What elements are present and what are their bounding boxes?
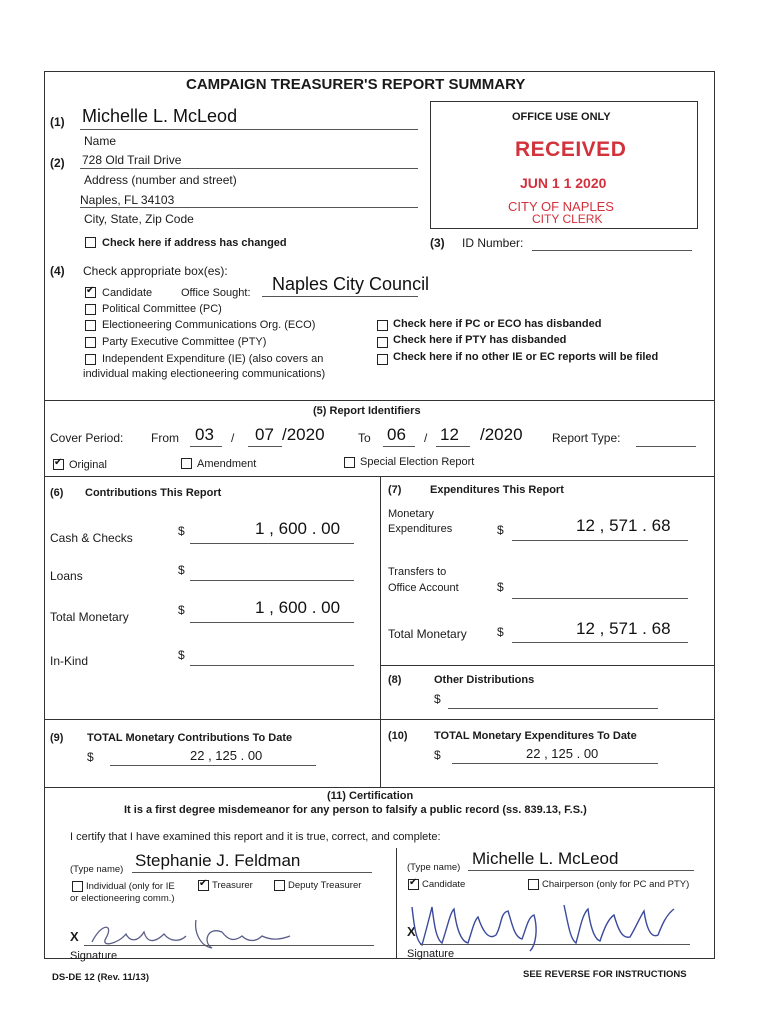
individual-checkbox[interactable] [72,881,83,892]
disband-pc-checkbox[interactable] [377,320,388,331]
received-date-stamp: JUN 1 1 2020 [520,175,607,191]
to-month: 06 [387,425,406,444]
disband-pty-checkbox[interactable] [377,337,388,348]
report-identifiers-title: (5) Report Identifiers [313,405,421,417]
total-expenditures-value: 12 , 571 . 68 [576,619,671,638]
treasurer-name-line [132,872,372,873]
disband-pty-label: Check here if PTY has disbanded [393,334,567,346]
candidate-name-value: Michelle L. McLeod [82,106,238,126]
from-slash: / [231,431,235,445]
treasurer-name-value: Stephanie J. Feldman [135,851,301,870]
divider-vertical-signatures [396,848,397,959]
divider-section-11 [44,787,715,788]
eco-label: Electioneering Communications Org. (ECO) [102,319,316,331]
candidate-x-mark: X [407,924,416,939]
to-day: 12 [440,425,459,444]
from-day-line [248,446,282,447]
candidate-sign-checkbox[interactable] [408,879,419,890]
ie-checkbox[interactable] [85,354,96,365]
cash-checks-value: 1 , 600 . 00 [255,519,341,538]
candidate-signature-label: Signature [407,948,455,960]
to-label: To [358,431,371,445]
from-month: 03 [195,425,214,444]
amendment-label: Amendment [197,458,257,470]
candidate-name-sign-value: Michelle L. McLeod [472,849,619,868]
candidate-name-sign-line [468,870,694,871]
ie-label-line2: individual making electioneering communications) [83,368,326,380]
id-number-label: ID Number: [462,236,524,250]
expenditures-to-date-dollar: $ [434,748,441,762]
certification-warning: It is a first degree misdemeanor for any person to falsify a public record (ss. 839.13, F.S.) [124,804,587,816]
office-sought-line [262,296,418,297]
office-sought-value: Naples City Council [272,274,430,294]
from-day: 07 [255,425,274,444]
candidate-sign-label: Candidate [422,879,466,890]
treasurer-signature-line [84,945,374,946]
total-contributions-label: Total Monetary [50,610,129,624]
total-expenditures-to-date-value: 22 , 125 . 00 [526,746,599,761]
total-expenditures-line [512,642,688,643]
name-label: Name [84,134,117,148]
name-line [80,129,418,130]
chairperson-label: Chairperson (only for PC and PTY) [542,879,690,890]
special-election-label: Special Election Report [360,456,475,468]
total-contributions-line [190,622,354,623]
section-8-number: (8) [388,674,402,686]
section-2-number: (2) [50,156,65,170]
transfers-label-line2: Office Account [388,582,459,594]
certify-statement: I certify that I have examined this report and it is true, correct, and complete: [70,831,441,843]
address-changed-label: Check here if address has changed [102,237,287,249]
expenditures-title: Expenditures This Report [430,484,564,496]
divider-section-5 [44,400,715,401]
section-4-number: (4) [50,264,65,278]
original-label: Original [69,459,107,471]
special-election-checkbox[interactable] [344,457,355,468]
no-other-reports-checkbox[interactable] [377,354,388,365]
individual-label-line1: Individual (only for IE [86,881,175,892]
eco-checkbox[interactable] [85,320,96,331]
candidate-signature [404,895,694,955]
ie-label-line1: Independent Expenditure (IE) (also covers an [102,353,324,365]
other-distributions-dollar: $ [434,692,441,706]
total-contributions-value: 1 , 600 . 00 [255,598,341,617]
monetary-label-line2: Expenditures [388,523,453,535]
reverse-instructions: SEE REVERSE FOR INSTRUCTIONS [523,969,687,980]
loans-line [190,580,354,581]
city-value: Naples, FL 34103 [80,193,175,207]
chairperson-checkbox[interactable] [528,879,539,890]
received-stamp: RECEIVED [515,138,627,161]
from-year: /2020 [282,425,325,444]
total-contributions-to-date-value: 22 , 125 . 00 [190,748,263,763]
pc-label: Political Committee (PC) [102,303,222,315]
candidate-checkbox[interactable] [85,287,96,298]
treasurer-checkbox[interactable] [198,880,209,891]
amendment-checkbox[interactable] [181,458,192,469]
from-month-line [190,446,222,447]
cash-dollar: $ [178,524,185,538]
pty-checkbox[interactable] [85,337,96,348]
pc-checkbox[interactable] [85,304,96,315]
monetary-expenditures-value: 12 , 571 . 68 [576,516,671,535]
individual-label-line2: or electioneering comm.) [70,893,175,904]
transfers-label-line1: Transfers to [388,566,447,578]
in-kind-dollar: $ [178,648,185,662]
divider-vertical-6-7 [380,476,381,787]
divider-section-9-10 [44,719,715,720]
original-checkbox[interactable] [53,459,64,470]
treasurer-type-name-label: (Type name) [70,864,124,875]
street-value: 728 Old Trail Drive [82,153,182,167]
disband-pc-label: Check here if PC or ECO has disbanded [393,318,602,330]
in-kind-label: In-Kind [50,654,89,668]
to-day-line [436,446,470,447]
section-6-number: (6) [50,487,64,499]
section-7-number: (7) [388,484,402,496]
treasurer-signature-label: Signature [70,950,118,962]
form-title: CAMPAIGN TREASURER'S REPORT SUMMARY [186,76,526,93]
section-3-number: (3) [430,236,445,250]
loans-dollar: $ [178,563,185,577]
pty-label: Party Executive Committee (PTY) [102,336,267,348]
to-month-line [383,446,415,447]
city-stamp: CITY OF NAPLES [508,199,614,214]
id-number-line [532,250,692,251]
street-line [80,168,418,169]
total-expenditures-label: Total Monetary [388,627,467,641]
treasurer-x-mark: X [70,929,79,944]
from-label: From [151,431,179,445]
divider-section-8 [380,665,715,666]
to-year: /2020 [480,425,523,444]
office-use-label: OFFICE USE ONLY [512,111,611,123]
total-contributions-to-date-title: TOTAL Monetary Contributions To Date [87,732,293,744]
monetary-dollar: $ [497,523,504,537]
cash-checks-label: Cash & Checks [50,531,133,545]
monetary-label-line1: Monetary [388,508,434,520]
no-other-reports-label: Check here if no other IE or EC reports will be filed [393,351,659,363]
form-id: DS-DE 12 (Rev. 11/13) [52,972,149,983]
candidate-label: Candidate [102,287,153,299]
contributions-to-date-line [110,765,316,766]
check-boxes-label: Check appropriate box(es): [83,264,228,278]
section-10-number: (10) [388,730,408,742]
transfers-line [512,598,688,599]
deputy-treasurer-label: Deputy Treasurer [288,880,362,891]
city-label: City, State, Zip Code [84,212,194,226]
section-1-number: (1) [50,115,65,129]
contributions-title: Contributions This Report [85,487,222,499]
in-kind-line [190,665,354,666]
cover-period-label: Cover Period: [50,431,124,445]
deputy-treasurer-checkbox[interactable] [274,880,285,891]
other-distributions-title: Other Distributions [434,674,535,686]
address-changed-checkbox[interactable] [85,237,96,248]
cash-line [190,543,354,544]
certification-title: (11) Certification [327,790,414,802]
loans-label: Loans [50,569,83,583]
transfers-dollar: $ [497,580,504,594]
to-slash: / [424,431,428,445]
total-expenditures-to-date-title: TOTAL Monetary Expenditures To Date [434,730,637,742]
monetary-line [512,540,688,541]
clerk-stamp: CITY CLERK [532,212,603,226]
office-sought-label: Office Sought: [181,287,251,299]
candidate-type-name-label: (Type name) [407,862,461,873]
expenditures-to-date-line [452,763,658,764]
treasurer-label: Treasurer [212,880,253,891]
report-type-label: Report Type: [552,431,621,445]
city-line [80,207,418,208]
section-9-number: (9) [50,732,64,744]
candidate-signature-line [420,944,690,945]
street-label: Address (number and street) [84,173,237,187]
report-type-line [636,446,696,447]
total-contributions-dollar: $ [178,603,185,617]
contributions-to-date-dollar: $ [87,750,94,764]
other-distributions-line [448,708,658,709]
total-expenditures-dollar: $ [497,625,504,639]
